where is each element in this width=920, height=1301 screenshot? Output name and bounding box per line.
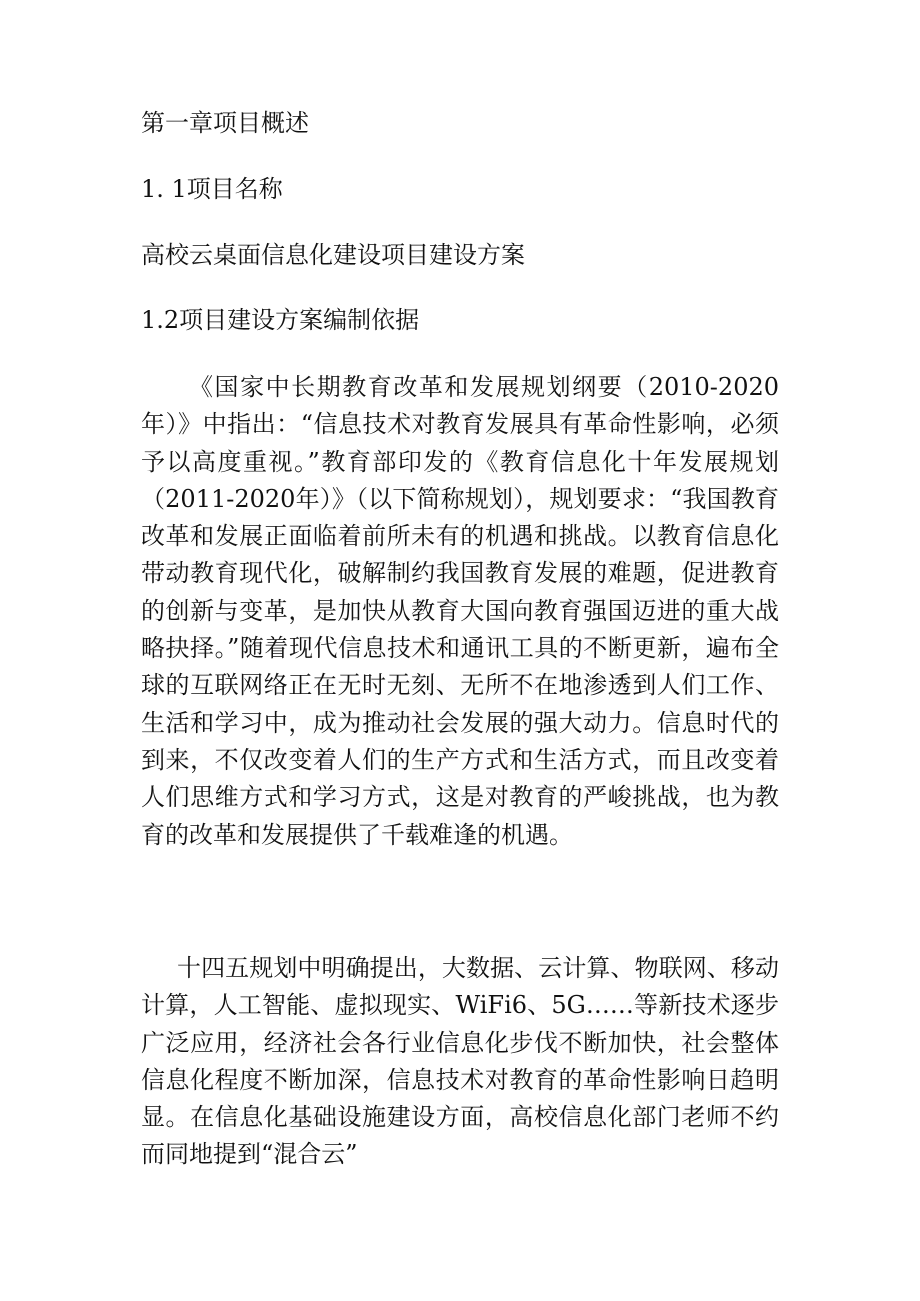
chapter-title: 第一章项目概述 [141,109,309,137]
section-heading-1-1: 1. 1项目名称 [141,175,283,203]
paragraph-policy-basis: 《国家中长期教育改革和发展规划纲要（2010-2020年）》中指出：“信息技术对教育发展具有革命性影响，必须予以高度重视。”教育部印发的《教育信息化十年发展规划（2011-2020年）》（以下简称规划），规划要求：“我国教育改革和发展正面临着前所未有的机遇和挑战。以教育信息化带动教育现代化，破解制约我国教育发展的难题，促进教育的创新与变革，是加快从教育大国向教育强国迈进的重大战略抉择。”随着现代信息技术和通讯工具的不断更新，遍布全球的互联网络正在无时无刻、无所不在地渗透到人们工作、生活和学习中，成为推动社会发展的强大动力。信息时代的到来，不仅改变着人们的生产方式和生活方式，而且改变着人们思维方式和学习方式，这是对教育的严峻挑战，也为教育的改革和发展提供了千载难逢的机遇。 [141,373,779,849]
project-name: 高校云桌面信息化建设项目建设方案 [141,241,525,269]
paragraph-14th-five-year-plan: 十四五规划中明确提出，大数据、云计算、物联网、移动计算，人工智能、虚拟现实、WiFi6、5G……等新技术逐步广泛应用，经济社会各行业信息化步伐不断加快，社会整体信息化程度不断加深，信息技术对教育的革命性影响日趋明显。在信息化基础设施建设方面，高校信息化部门老师不约而同地提到“混合云” [141,954,779,1169]
section-heading-1-2: 1.2项目建设方案编制依据 [141,306,420,334]
